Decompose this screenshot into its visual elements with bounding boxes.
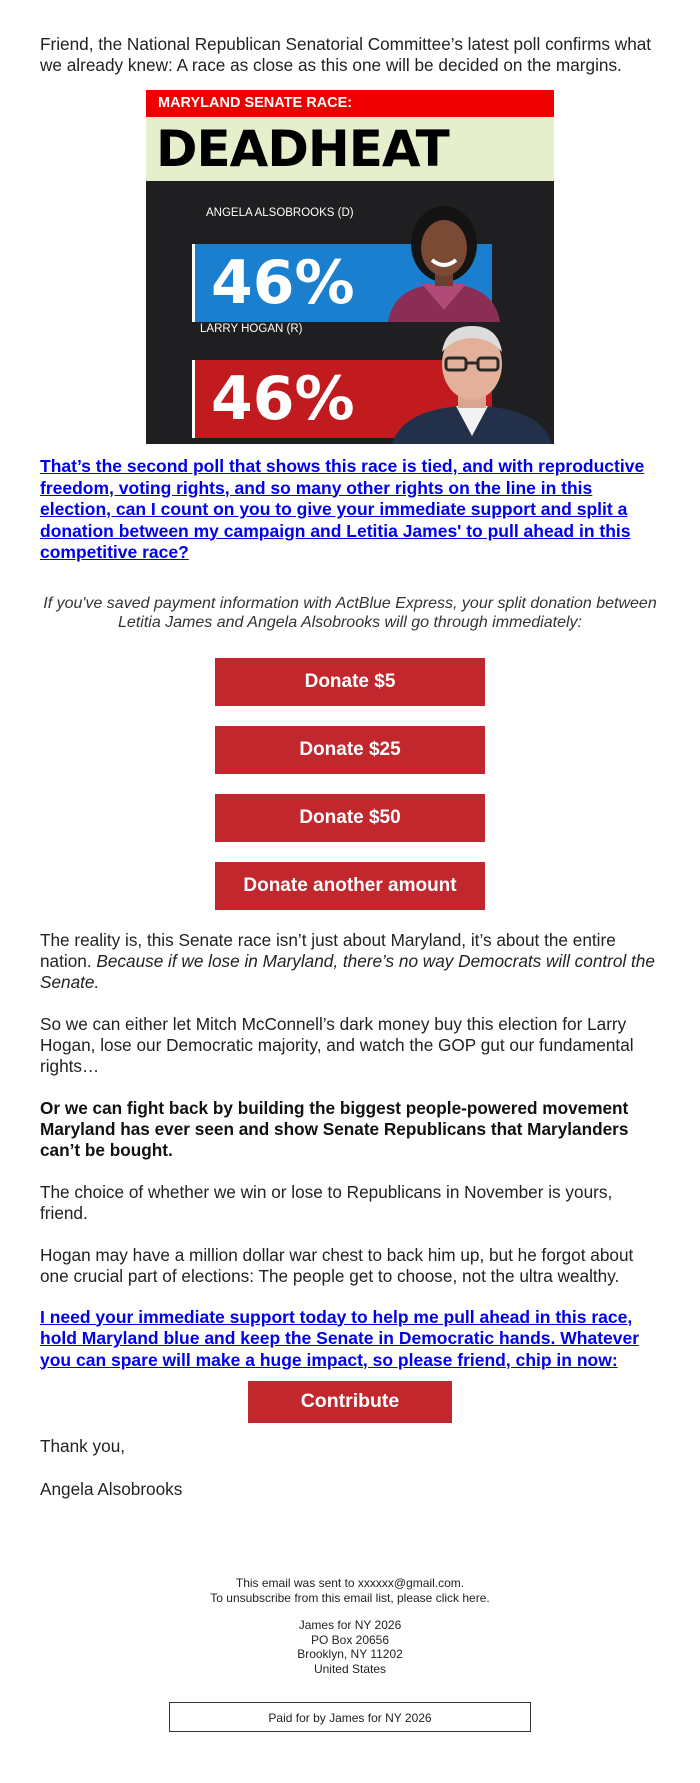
- candidate-photo-d: [382, 198, 506, 322]
- donate-5-button[interactable]: Donate $5: [215, 658, 485, 706]
- poll-header: MARYLAND SENATE RACE:: [146, 90, 554, 117]
- poll-bar-r: 46%: [192, 360, 492, 438]
- contribute-button[interactable]: Contribute: [248, 1381, 452, 1423]
- unsubscribe-link[interactable]: To unsubscribe from this email list, please click here.: [210, 1590, 490, 1605]
- paragraph-war-chest: Hogan may have a million dollar war chest to back him up, but he forgot about one crucial part of elections: The people get to choose, not the ultra wealthy.: [40, 1244, 634, 1286]
- email-footer: [40, 1576, 660, 1732]
- email-body: [40, 0, 660, 1732]
- poll-bar-d: 46%: [192, 244, 492, 322]
- chip-in-link[interactable]: I need your immediate support today to help me pull ahead in this race, hold Maryland blue and keep the Senate in Democratic hands. Whatever you can spare will make a huge impact, so please friend, chip in now:: [40, 1306, 640, 1370]
- paragraph-senate-race-emphasis: Because if we lose in Maryland, there’s no way Democrats will control the Senate.: [40, 950, 655, 992]
- donate-other-button[interactable]: Donate another amount: [215, 862, 485, 910]
- sent-to-text: This email was sent to xxxxxx@gmail.com.: [235, 1576, 465, 1590]
- poll-headline: DEADHEAT: [146, 117, 554, 181]
- footer-po-box: PO Box 20656: [310, 1632, 390, 1647]
- donate-25-button[interactable]: Donate $25: [215, 726, 485, 774]
- intro-paragraph: Friend, the National Republican Senatorial Committee’s latest poll confirms what we already knew: A race as close as this one will be decided on the margins.: [40, 34, 652, 75]
- candidate-name-d: ANGELA ALSOBROOKS (D): [206, 207, 354, 219]
- paragraph-choice: The choice of whether we win or lose to Republicans in November is yours, friend.: [40, 1181, 613, 1223]
- donate-50-button[interactable]: Donate $50: [215, 794, 485, 842]
- candidate-photo-r: [390, 312, 554, 444]
- footer-country: United States: [313, 1661, 387, 1676]
- paragraph-fight-back: Or we can fight back by building the biggest people-powered movement Maryland has ever seen and show Senate Republicans that Marylanders can’t be bought.: [40, 1097, 629, 1160]
- actblue-express-note: If you've saved payment information with ActBlue Express, your split donation between Letitia James and Angela Alsobrooks will go through immediately:: [43, 594, 657, 631]
- closing-text: Thank you,: [40, 1436, 126, 1456]
- signature: Angela Alsobrooks: [40, 1479, 183, 1499]
- poll-graphic: [146, 90, 554, 444]
- footer-city: Brooklyn, NY 11202: [297, 1647, 403, 1661]
- split-donation-link[interactable]: That’s the second poll that shows this race is tied, and with reproductive freedom, voting rights, and so many other rights on the line in this election, can I count on you to give your immediate support and split a donation between my campaign and Letitia James' to pull ahead in this competitive race?: [40, 456, 645, 562]
- paragraph-dark-money: So we can either let Mitch McConnell’s dark money buy this election for Larry Hogan, lose our Democratic majority, and watch the GOP gut our fundamental rights…: [40, 1013, 634, 1076]
- paragraph-senate-race-text: The reality is, this Senate race isn’t just about Maryland, it’s about the entire nation.: [40, 929, 616, 971]
- candidate-name-r: LARRY HOGAN (R): [200, 323, 303, 335]
- paid-for-box: Paid for by James for NY 2026: [169, 1702, 531, 1732]
- paragraph-senate-race: [40, 930, 660, 993]
- footer-org: James for NY 2026: [298, 1618, 402, 1632]
